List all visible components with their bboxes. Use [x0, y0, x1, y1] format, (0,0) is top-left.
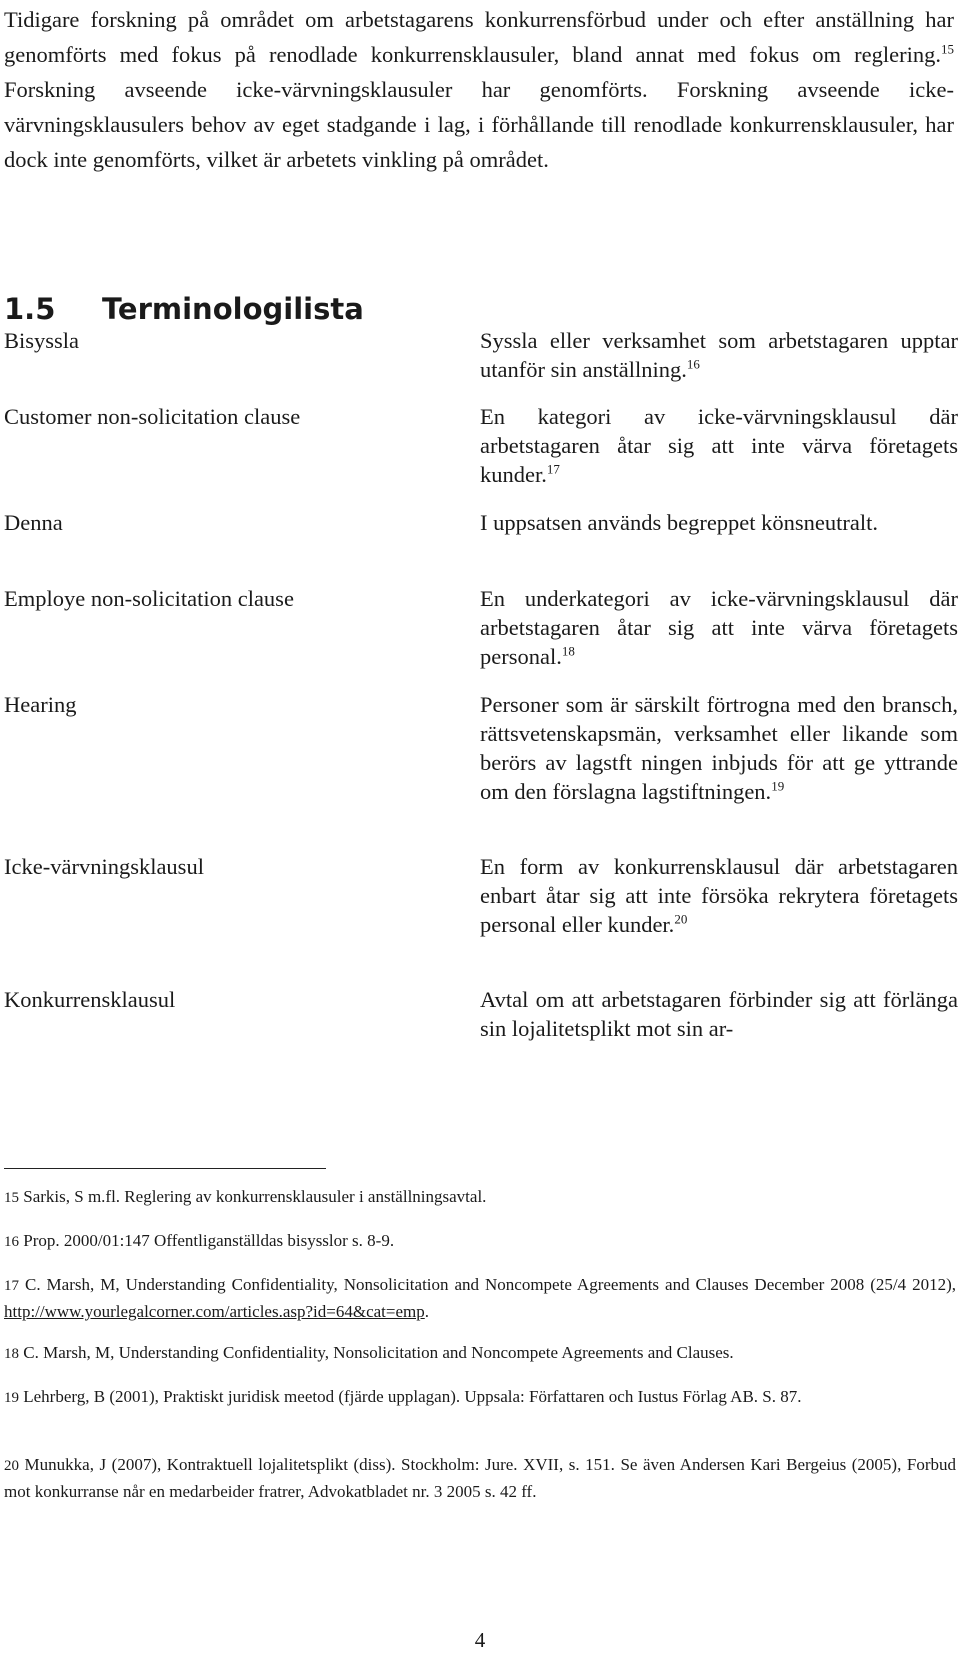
- footnote-20: 20 Munukka, J (2007), Kontraktuell lojalitetsplikt (diss). Stockholm: Jure. XVII, s. 151. Se även Andersen Kari Bergeius (2005), Forbud mot konkurranse når en medarbeider fratrer, Advokatbladet nr. 3 2005 s. 42 ff.: [4, 1455, 956, 1501]
- intro-text-a: Tidigare forskning på området om arbetstagarens konkurrensförbud under och efter anställning har genomförts med fokus på renodlade konkurrensklausuler, bland annat med fokus om reglering.: [4, 7, 954, 67]
- footnote-separator: [4, 1168, 326, 1169]
- term-definition: En kategori av icke-värvningsklausul där arbetstagaren åtar sig att inte värva företagets kunder.$^{17}$: [480, 404, 958, 487]
- section-heading: [4, 292, 364, 326]
- footnote-link[interactable]: http://www.yourlegalcorner.com/articles.asp?id=64&cat=emp: [4, 1302, 425, 1321]
- footnote-ref-17[interactable]: 17: [546, 461, 560, 477]
- term-definition: Syssla eller verksamhet som arbetstagaren upptar utanför sin anställning.$^{16}$: [480, 328, 958, 382]
- term-label: Konkurrensklausul: [4, 987, 176, 1012]
- term-label: Bisyssla: [4, 328, 80, 353]
- term-label: Hearing: [4, 692, 77, 717]
- section-number: 1.5: [4, 292, 56, 326]
- footnote-ref-19[interactable]: 19: [771, 778, 785, 794]
- footnote-ref-18[interactable]: 18: [561, 643, 575, 659]
- term-definition: Personer som är särskilt förtrogna med den bransch, rättsvetenskapsmän, verksamhet eller likande som berörs av lagstft ningen inbjuds för att ge yttrande om den förslagna lagstiftningen.$^{19}$: [480, 692, 958, 804]
- term-definition: Avtal om att arbetstagaren förbinder sig att förlänga sin lojalitetsplikt mot sin ar-: [480, 987, 958, 1041]
- term-definition: En form av konkurrensklausul där arbetstagaren enbart åtar sig att inte försöka rekrytera företagets personal eller kunder.$^{20}$: [480, 854, 958, 937]
- term-label: Denna: [4, 510, 63, 535]
- footnote-18: 18 C. Marsh, M, Understanding Confidentiality, Nonsolicitation and Noncompete Agreements and Clauses.: [4, 1343, 734, 1362]
- section-title: Terminologilista: [102, 292, 364, 326]
- page-number: 4: [474, 1628, 486, 1652]
- term-label: Customer non-solicitation clause: [4, 404, 301, 429]
- intro-text-b: Forskning avseende icke-värvningsklausuler har genomförts. Forskning avseende icke-värvningsklausulers behov av eget stadgande i lag, i förhållande till renodlade konkurrensklausuler, har dock inte genomförts, vilket är arbetets vinkling på området.: [4, 77, 954, 172]
- footnote-ref-20[interactable]: 20: [674, 911, 688, 927]
- footnote-16: 16 Prop. 2000/01:147 Offentliganställdas bisysslor s. 8-9.: [4, 1231, 395, 1250]
- term-label: Icke-värvningsklausul: [4, 854, 204, 879]
- footnote-ref-16[interactable]: 16: [686, 356, 700, 372]
- footnote-19: 19 Lehrberg, B (2001), Praktiskt juridisk meetod (fjärde upplagan). Uppsala: Författaren och Iustus Förlag AB. S. 87.: [4, 1387, 802, 1406]
- intro-paragraph: [4, 2, 954, 177]
- footnote-15: 15 Sarkis, S m.fl. Reglering av konkurrensklausuler i anställningsavtal.: [4, 1187, 487, 1206]
- term-definition: I uppsatsen används begreppet könsneutralt.: [480, 510, 879, 535]
- footnote-ref-15[interactable]: 15: [941, 41, 954, 57]
- footnote-17: 17 C. Marsh, M, Understanding Confidentiality, Nonsolicitation and Noncompete Agreements and Clauses December 2008 (25/4 2012), http://www.yourlegalcorner.com/articles.asp?id=64&cat=emp.: [4, 1275, 956, 1321]
- term-label: Employe non-solicitation clause: [4, 586, 294, 611]
- term-definition: En underkategori av icke-värvningsklausul där arbetstagaren åtar sig att inte värva företagets personal.$^{18}$: [480, 586, 958, 669]
